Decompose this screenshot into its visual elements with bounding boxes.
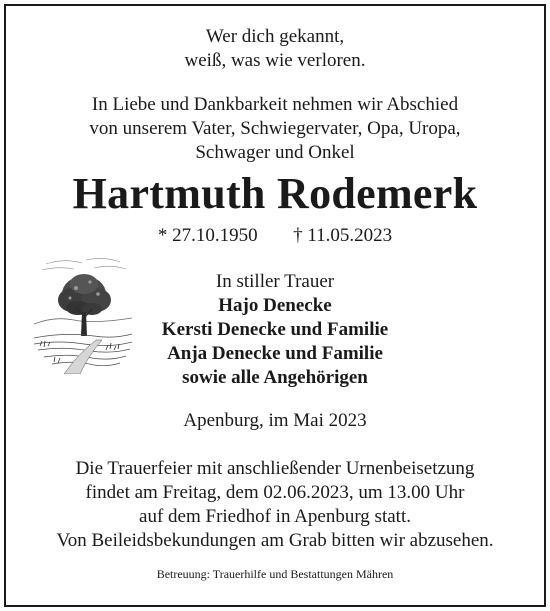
funeral-line-4: Von Beileidsbekundungen am Grab bitten wir abzusehen. bbox=[56, 530, 494, 551]
tree-landscape-illustration bbox=[34, 254, 132, 374]
mourner-3: Anja Denecke und Familie bbox=[167, 343, 383, 364]
birth-date: * 27.10.1950 bbox=[157, 225, 258, 246]
deceased-name: Hartmuth Rodemerk bbox=[72, 169, 478, 218]
mourner-2: Kersti Denecke und Familie bbox=[161, 319, 389, 340]
verse-line-1: Wer dich gekannt, bbox=[205, 26, 345, 47]
mourners-heading: In stiller Trauer bbox=[215, 271, 335, 292]
intro-line-1: In Liebe und Dankbarkeit nehmen wir Abschied bbox=[91, 94, 459, 115]
undertaker-credit: Betreuung: Trauerhilfe und Bestattungen Mähren bbox=[156, 567, 394, 581]
life-dates bbox=[0, 225, 550, 247]
intro-line-2: von unserem Vater, Schwiegervater, Opa, Uropa, bbox=[89, 118, 461, 139]
intro-line-3: Schwager und Onkel bbox=[195, 142, 355, 163]
funeral-line-1: Die Trauerfeier mit anschließender Urnenbeisetzung bbox=[75, 458, 475, 479]
funeral-line-3: auf dem Friedhof in Apenburg statt. bbox=[139, 506, 411, 527]
verse-line-2: weiß, was wie verloren. bbox=[184, 50, 366, 71]
mourner-4: sowie alle Angehörigen bbox=[182, 367, 368, 388]
mourner-1: Hajo Denecke bbox=[218, 295, 332, 316]
place-and-date: Apenburg, im Mai 2023 bbox=[183, 410, 367, 431]
death-date: † 11.05.2023 bbox=[293, 225, 393, 246]
funeral-line-2: findet am Freitag, dem 02.06.2023, um 13.00 Uhr bbox=[85, 482, 465, 503]
